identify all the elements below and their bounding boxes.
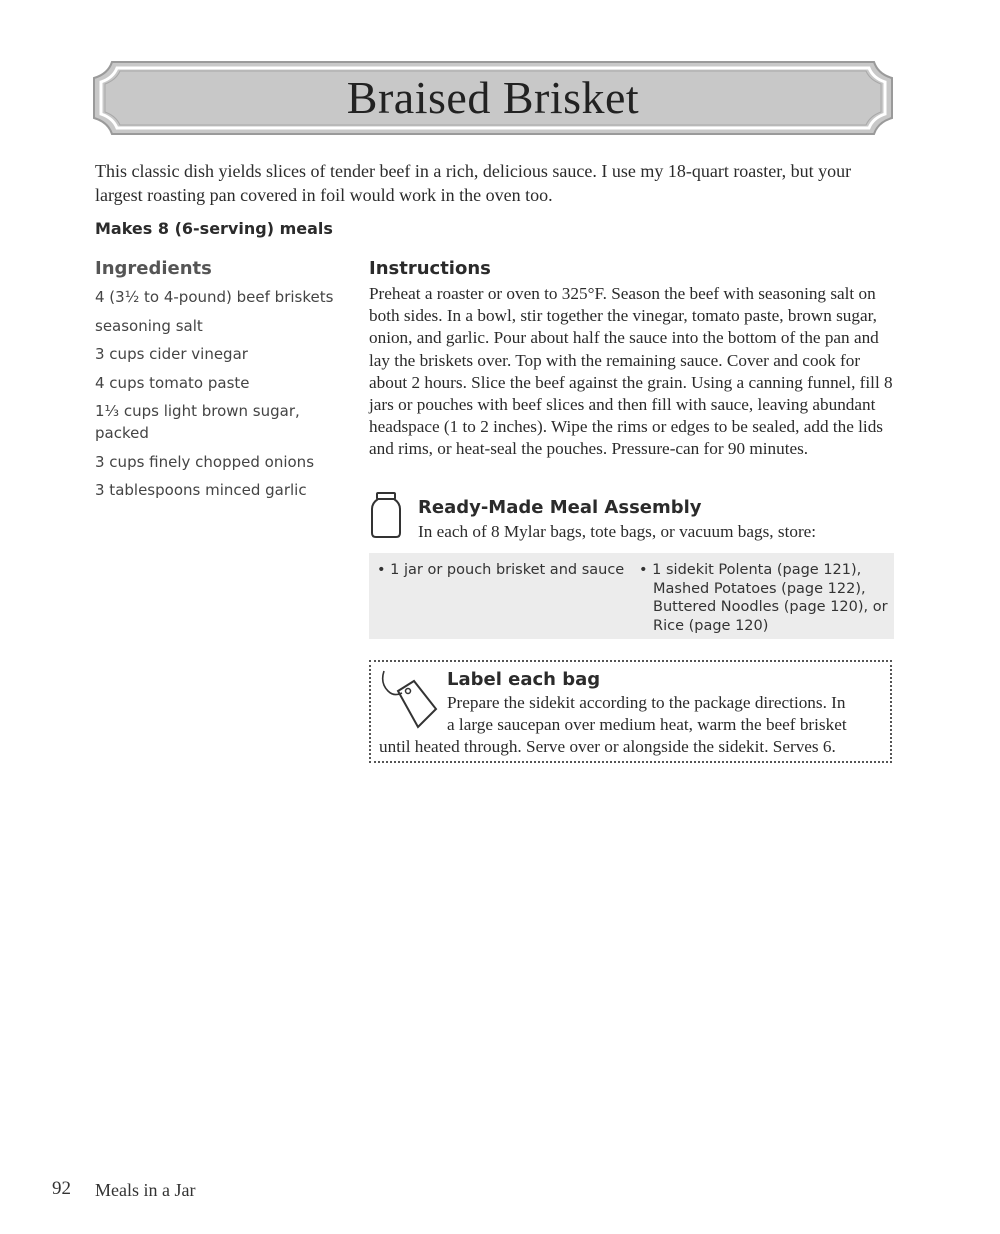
yield-text: Makes 8 (6-serving) meals xyxy=(95,219,333,238)
label-heading: Label each bag xyxy=(447,669,601,690)
label-line: until heated through. Serve over or alongside the sidekit. Serves 6. xyxy=(379,737,836,757)
assembly-item: • 1 sidekit Polenta (page 121), Mashed Potatoes (page 122), Buttered Noodles (page 120), or Rice (page 120) xyxy=(639,562,888,634)
label-line: Prepare the sidekit according to the package directions. In xyxy=(447,693,846,712)
ingredient-item: 3 cups finely chopped onions xyxy=(95,452,315,471)
page-title: Braised Brisket xyxy=(346,72,640,123)
label-line: a large saucepan over medium heat, warm the beef brisket xyxy=(447,715,847,735)
assembly-heading: Ready-Made Meal Assembly xyxy=(418,497,702,518)
assembly-text: In each of 8 Mylar bags, tote bags, or vacuum bags, store: xyxy=(418,522,817,541)
instructions-heading: Instructions xyxy=(369,258,491,279)
intro-paragraph: This classic dish yields slices of tender beef in a rich, delicious sauce. I use my 18-quart roaster, but your largest roasting pan covered in foil would work in the oven too. xyxy=(95,161,852,205)
ingredients-heading: Ingredients xyxy=(95,258,212,279)
ingredient-item: 3 tablespoons minced garlic xyxy=(95,481,307,499)
title-banner xyxy=(92,60,894,136)
book-title: Meals in a Jar xyxy=(95,1180,196,1200)
assembly-box xyxy=(369,553,894,639)
ingredients-list xyxy=(95,286,345,508)
ingredient-item: seasoning salt xyxy=(95,316,203,335)
ingredient-item: 4 cups tomato paste xyxy=(95,373,250,392)
ingredient-item: 4 (3½ to 4-pound) beef briskets xyxy=(95,288,334,306)
label-text xyxy=(379,692,889,759)
jar-icon xyxy=(368,491,404,539)
ingredient-item: 3 cups cider vinegar xyxy=(95,345,248,363)
assembly-item: • 1 jar or pouch brisket and sauce xyxy=(377,562,625,578)
page-number: 92 xyxy=(52,1178,71,1199)
ingredient-item: 1⅓ cups light brown sugar, packed xyxy=(95,402,300,442)
instructions-text: Preheat a roaster or oven to 325°F. Season the beef with seasoning salt on both sides. In a bowl, stir together the vinegar, tomato paste, brown sugar, onion, and garlic. Pour about half the sauce into the bottom of the pan and lay the briskets over. Top with the remaining sauce. Cover and cook for about 2 hours. Slice the beef against the grain. Using a canning funnel, fill 8 jars or pouches with beef slices and then fill with sauce, leaving abundant headspace (1 to 2 inches). Wipe the rims or edges to be sealed, add the lids and rims, or heat-seal the pouches. Pressure-can for 90 minutes. xyxy=(369,284,893,459)
